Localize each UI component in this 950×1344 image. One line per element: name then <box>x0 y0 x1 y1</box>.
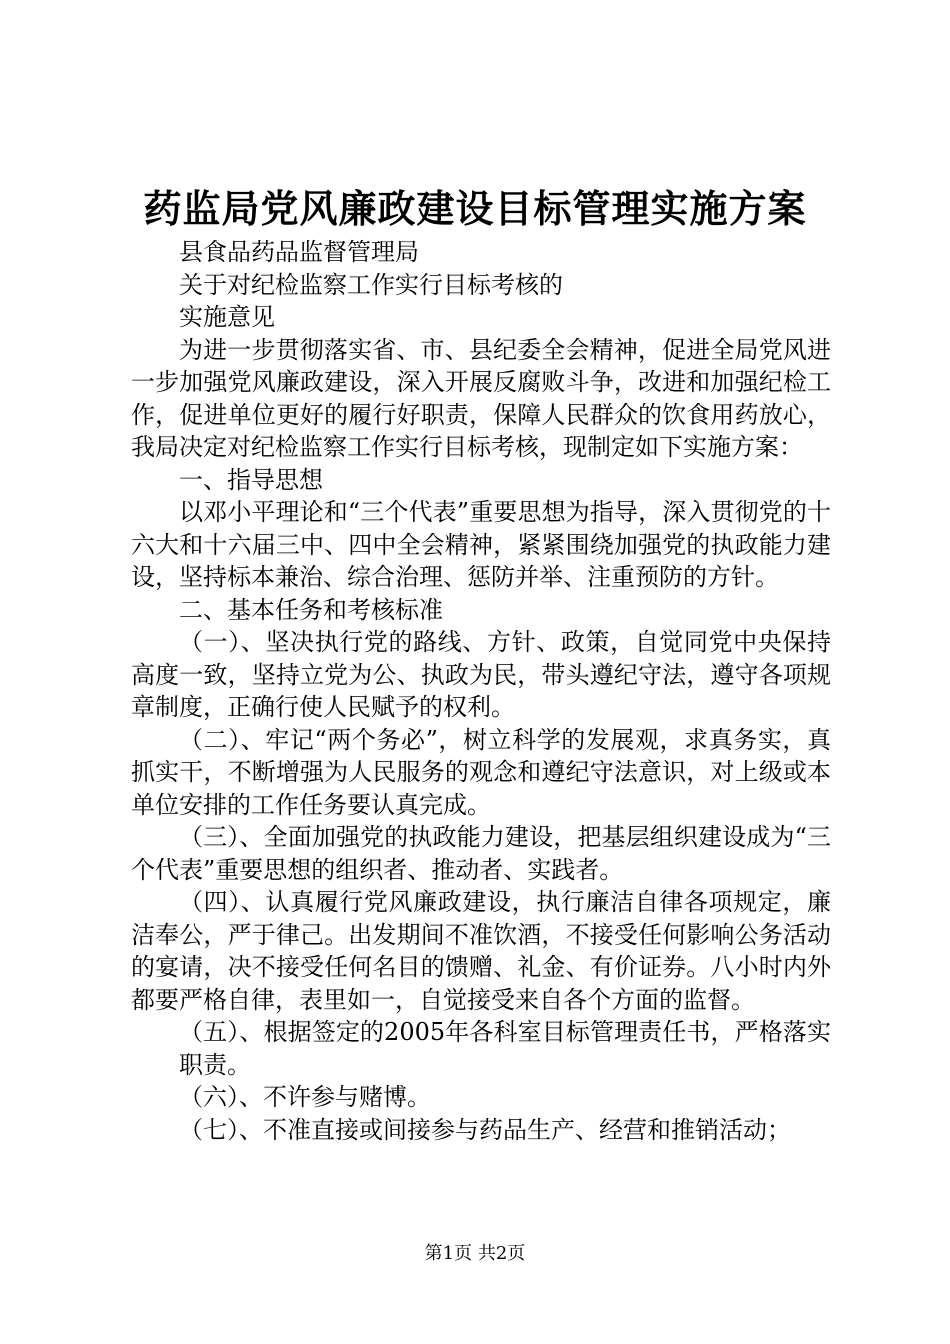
paragraph-item-5: （五）、根据签定的2005年各科室目标管理责任书，严格落实职责。 <box>179 1018 831 1079</box>
paragraph-issuer: 县食品药品监督管理局 <box>179 238 419 266</box>
heading-section-1: 一、指导思想 <box>179 465 323 494</box>
paragraph-item-7: （七）、不准直接或间接参与药品生产、经营和推销活动； <box>179 1115 791 1144</box>
paragraph-item-4: （四）、认真履行党风廉政建设，执行廉洁自律各项规定，廉洁奉公，严于律己。出发期间不准饮酒，不接受任何影响公务活动的宴请，决不接受任何名目的馈赠、礼金、有价证券。八小时内外都要严格自律，表里如一，自觉接受来自各个方面的监督。 <box>131 888 831 1014</box>
paragraph-item-6: （六）、不许参与赌博。 <box>179 1083 431 1111</box>
paragraph-subject-line-1: 关于对纪检监察工作实行目标考核的 <box>179 270 563 299</box>
document-body <box>131 236 831 1146</box>
paragraph-subject-line-2: 实施意见 <box>179 303 275 331</box>
paragraph-guiding-thought: 以邓小平理论和“三个代表”重要思想为指导，深入贯彻党的十六大和十六届三中、四中全会精神，紧紧围绕加强党的执政能力建设，坚持标本兼治、综合治理、惩防并举、注重预防的方针。 <box>131 498 831 591</box>
page-number: 第1页 共2页 <box>424 1243 526 1264</box>
heading-section-2: 二、基本任务和考核标准 <box>179 595 443 624</box>
document-title: 药监局党风廉政建设目标管理实施方案 <box>143 186 807 231</box>
paragraph-item-2: （二）、牢记“两个务必”，树立科学的发展观，求真务实，真抓实干，不断增强为人民服务的观念和遵纪守法意识，对上级或本单位安排的工作任务要认真完成。 <box>131 725 831 819</box>
paragraph-intro: 为进一步贯彻落实省、市、县纪委全会精神，促进全局党风进一步加强党风廉政建设，深入开展反腐败斗争，改进和加强纪检工作，促进单位更好的履行好职责，保障人民群众的饮食用药放心，我局决定对纪检监察工作实行目标考核，现制定如下实施方案： <box>131 335 831 461</box>
paragraph-item-1: （一）、坚决执行党的路线、方针、政策，自觉同党中央保持高度一致，坚持立党为公、执政为民，带头遵纪守法，遵守各项规章制度，正确行使人民赋予的权利。 <box>131 628 831 721</box>
paragraph-item-3: （三）、全面加强党的执政能力建设，把基层组织建设成为“三个代表”重要思想的组织者、推动者、实践者。 <box>131 823 831 884</box>
